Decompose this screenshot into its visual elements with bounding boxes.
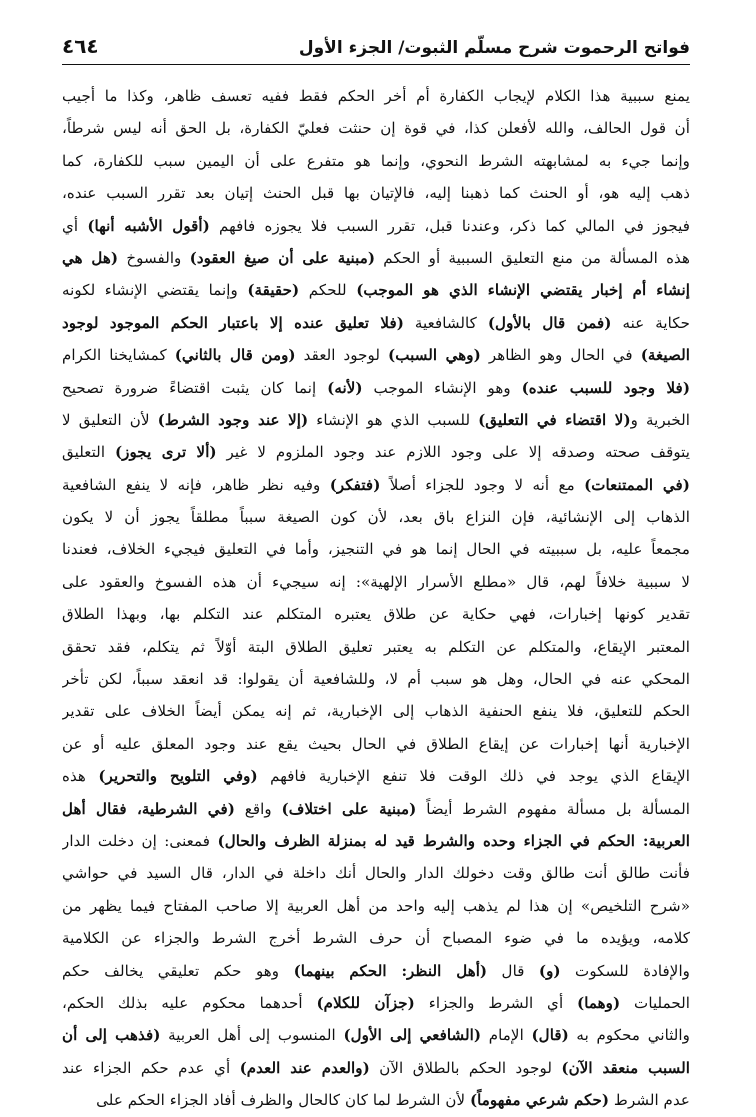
running-header <box>62 28 690 58</box>
commentary-text: فأنت طالق أنت طالق وقت دخولك الدار والحال أنك داخلة في الدار، قال السيد في حواشي <box>62 864 690 883</box>
bold-matn-text: (وهي السبب) <box>388 346 481 365</box>
text-line <box>62 760 690 792</box>
commentary-text: إنما كان يثبت اقتضاءً ضرورة تصحيح <box>62 378 328 397</box>
bold-matn-text: الصيغة) <box>640 346 690 365</box>
text-line <box>62 1084 690 1116</box>
bold-matn-text: (فذهب إلى أن <box>62 1026 161 1045</box>
commentary-text: قال <box>487 961 539 980</box>
commentary-text: أحدهما محكوم عليه بذلك الحكم، <box>62 993 317 1012</box>
text-line <box>62 145 690 177</box>
commentary-text: وإنما يقتضي الإنشاء لكونه <box>62 281 248 300</box>
commentary-text: المسألة بل مسألة مفهوم الشرط أيضاً <box>416 799 690 818</box>
text-line <box>62 210 690 242</box>
bold-matn-text: (حكم شرعي مفهوماً) <box>469 1091 610 1110</box>
bold-matn-text: (وفي التلويح والتحرير) <box>98 767 258 786</box>
text-line <box>62 469 690 501</box>
bold-matn-text: (لأنه) <box>327 378 363 397</box>
commentary-text: الإخبارية أنها إخبارات عن إيقاع الطلاق في الحال بحيث يقع عند وجود المعلق عليه أو عن <box>62 734 690 753</box>
commentary-text: يمنع سببية هذا الكلام لإيجاب الكفارة أم أخر الحكم فقط ففيه تعسف ظاهر، وكذا ما أجيب <box>62 87 690 105</box>
bold-matn-text: إنشاء أم إخبار يقتضي الإنشاء الذي هو الموجب) <box>356 281 690 300</box>
commentary-text: الذهاب إلى الإنشائية، فإن النزاع باق بعد، لأن كون الصيغة سبباً مطلقاً يجوز أن لا يكون <box>62 508 690 527</box>
bold-matn-text: (أهل النظر: الحكم بينهما) <box>293 961 488 980</box>
commentary-text: هذه المسألة من منع التعليق السببية أو الحكم <box>375 248 690 267</box>
commentary-text: المعتبر الإيقاع، والمتكلم عن التكلم به يعتبر تعليق الطلاق البتة أوّلاً ثم يتكلم، فقد تحقق <box>62 637 690 656</box>
commentary-text: تقدير كونها إخبارات، فهي حكاية عن طلاق يعتبره المتكلم عند التكلم بها، وبهذا الطلاق <box>62 605 690 624</box>
text-line <box>62 372 690 404</box>
text-line <box>62 825 690 857</box>
text-line <box>62 339 690 371</box>
text-line <box>62 695 690 727</box>
commentary-text: لوجود الحكم بالطلاق الآن <box>369 1058 562 1077</box>
text-line <box>62 631 690 663</box>
text-line <box>62 112 690 144</box>
text-line <box>62 566 690 598</box>
text-line <box>62 663 690 695</box>
commentary-text: لأن التعليق لا <box>62 410 158 429</box>
commentary-text: التعليق <box>62 443 115 462</box>
bold-matn-text: (مبنية على اختلاف) <box>281 799 417 818</box>
commentary-text: وإنما جيء به لمشابهته الشرط النحوي، وإنما هو متفرع على أن اليمين سبب للكفارة، كما <box>62 151 690 170</box>
commentary-text: عدم الشرط <box>609 1091 690 1110</box>
commentary-text: الإمام <box>481 1026 532 1045</box>
commentary-text: الحمليات <box>620 993 690 1012</box>
text-line <box>62 955 690 987</box>
commentary-text: أن قول الحالف، والله لأفعلن كذا، في قوة إن حنثت فعليّ الكفارة، بل الحق أنه ليس شرطاً، <box>62 119 690 138</box>
commentary-text: في الحال وهو الظاهر <box>480 346 641 365</box>
text-line <box>62 728 690 760</box>
bold-matn-text: (فلا وجود للسبب عنده) <box>521 378 690 397</box>
commentary-text: فمعنى: إن دخلت الدار <box>62 831 218 850</box>
bold-matn-text: العربية: الحكم في الجزاء وحده والشرط قيد له بمنزلة الظرف والحال) <box>217 831 690 850</box>
text-line <box>62 242 690 274</box>
commentary-text: حكاية عنه <box>611 313 690 332</box>
text-line <box>62 501 690 533</box>
commentary-text: واقع <box>234 799 282 818</box>
text-line <box>62 274 690 306</box>
text-line <box>62 793 690 825</box>
text-line <box>62 404 690 436</box>
commentary-text: الإيقاع الذي يوجد في ذلك الوقت فلا تنفع الإخبارية فافهم <box>257 767 690 786</box>
text-line <box>62 307 690 339</box>
header-divider <box>62 64 690 65</box>
commentary-text: وفيه نظر ظاهر، فإنه لا ينفع الشافعية <box>62 475 330 494</box>
commentary-text: والإفادة للسكوت <box>560 961 690 980</box>
text-line <box>62 890 690 922</box>
bold-matn-text: (فتفكر) <box>329 475 381 494</box>
commentary-text: الخبرية و <box>630 410 690 429</box>
text-line <box>62 922 690 954</box>
commentary-text: والفسوخ <box>118 248 190 267</box>
commentary-text: وهو حكم تعليقي يخالف حكم <box>62 961 294 980</box>
bold-matn-text: (فلا تعليق عنده إلا باعتبار الحكم الموجود لوجود <box>62 313 404 332</box>
text-line <box>62 177 690 209</box>
bold-matn-text: (ألا ترى يجوز) <box>114 443 217 462</box>
commentary-text: فيجوز في المالي كما ذكر، وعندنا قبل، تقرر السبب فلا يجوزه فافهم <box>209 216 690 235</box>
commentary-text: ذهب إليه هو، أو الحنث كما ذهبنا إليه، فالإتيان بها قبل الحنث إتيان بعد تقرر السبب عنده، <box>62 184 690 203</box>
running-title: فواتح الرحموت شرح مسلّم الثبوت/ الجزء الأول <box>298 38 690 58</box>
commentary-text: مجمعاً عليه، بل سببيته في الحال إنما هو في التنجيز، وأما في التعليق فيجيء الخلاف، فعندنا <box>62 540 690 559</box>
bold-matn-text: (الشافعي إلى الأول) <box>343 1026 482 1045</box>
commentary-text: يتوقف صحته وصدقه إلا على وجود اللازم عند وجود الملزوم لا غير <box>216 443 690 462</box>
bold-matn-text: (وهما) <box>577 993 621 1012</box>
commentary-text: للسبب الذي هو الإنشاء <box>308 410 479 429</box>
bold-matn-text: (في الشرطية، فقال أهل <box>62 799 235 818</box>
bold-matn-text: (والعدم عند العدم) <box>239 1058 370 1077</box>
bold-matn-text: (حقيقة) <box>247 281 300 300</box>
text-line <box>62 1052 690 1084</box>
text-line <box>62 533 690 565</box>
commentary-text: المنسوب إلى أهل العربية <box>160 1026 344 1045</box>
bold-matn-text: (مبنية على أن صيغ العقود) <box>189 248 376 267</box>
commentary-text: لأن الشرط لما كان كالحال والظرف أفاد الجزاء الحكم على <box>96 1091 470 1110</box>
commentary-text: والثاني محكوم به <box>568 1026 690 1045</box>
commentary-text: أي الشرط والجزاء <box>414 993 578 1012</box>
commentary-text: كالشافعية <box>403 313 488 332</box>
text-line <box>62 436 690 468</box>
bold-matn-text: (فمن قال بالأول) <box>487 313 612 332</box>
bold-matn-text: (قال) <box>531 1026 569 1045</box>
commentary-text: المحكي عنه في الحال، وهل هو سبب أم لا، وللشافعية أن يقولوا: قد انعقد سبباً، لكن تأخر <box>62 670 690 689</box>
text-line <box>62 987 690 1019</box>
commentary-text: وهو الإنشاء الموجب <box>362 378 522 397</box>
bold-matn-text: (و) <box>538 961 561 980</box>
body-text <box>62 80 690 1117</box>
text-line <box>62 598 690 630</box>
commentary-text: أي <box>62 216 88 235</box>
page-number: ٤٦٤ <box>62 34 99 58</box>
text-line <box>62 857 690 889</box>
commentary-text: لا سببية خلافاً لهم، قال «مطلع الأسرار الإلهية»: إنه سيجيء أن هذه الفسوخ والعقود على <box>62 572 690 591</box>
bold-matn-text: (ومن قال بالثاني) <box>174 346 296 365</box>
commentary-text: «شرح التلخيص» إن هذا لم يذهب إليه واحد من أهل العربية إلا صاحب المفتاح فيما يظهر من <box>62 896 690 915</box>
bold-matn-text: (لا اقتضاء في التعليق) <box>478 410 631 429</box>
commentary-text: لوجود العقد <box>295 346 389 365</box>
bold-matn-text: (في الممتنعات) <box>584 475 690 494</box>
commentary-text: كلامه، ويؤيده ما في ضوء المصباح أن حرف الشرط أخرج الشرط والجزاء عن الكلامية <box>62 929 690 948</box>
commentary-text: كمشايخنا الكرام <box>62 346 175 365</box>
text-line <box>62 1019 690 1051</box>
bold-matn-text: السبب منعقد الآن) <box>561 1058 690 1077</box>
commentary-text: هذه <box>62 767 99 786</box>
commentary-text: الحكم للتعليق، فلا ينفع الحنفية الذهاب إلى الإخبارية، ثم إنه يمكن أيضاً الخلاف على تقدير <box>62 702 690 721</box>
text-line <box>62 80 690 112</box>
bold-matn-text: (جزآن للكلام) <box>316 993 415 1012</box>
commentary-text: أي عدم حكم الجزاء عند <box>62 1058 240 1077</box>
bold-matn-text: (هل هي <box>62 248 119 267</box>
commentary-text: للحكم <box>299 281 357 300</box>
bold-matn-text: (إلا عند وجود الشرط) <box>157 410 309 429</box>
bold-matn-text: (أقول الأشبه أنها) <box>87 216 210 235</box>
commentary-text: مع أنه لا وجود للجزاء أصلاً <box>380 475 585 494</box>
